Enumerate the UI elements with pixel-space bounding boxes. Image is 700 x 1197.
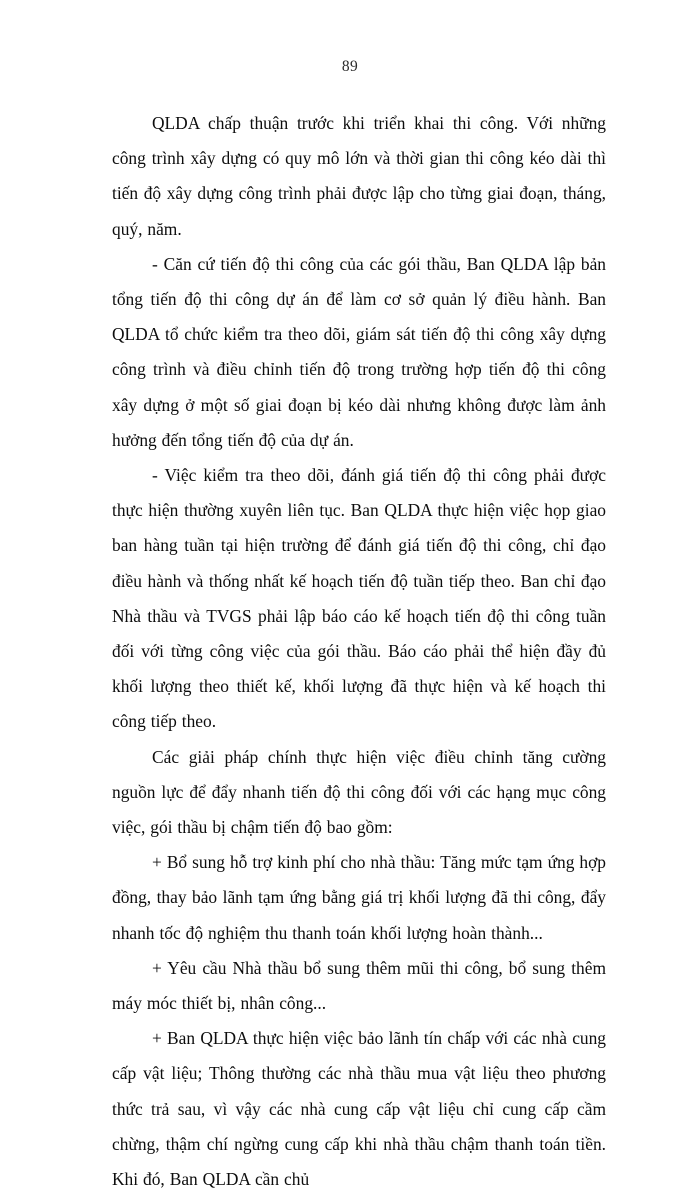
paragraph-7: + Ban QLDA thực hiện việc bảo lãnh tín chấp với các nhà cung cấp vật liệu; Thông thường các nhà thầu mua vật liệu theo phương thức trả sau, vì vậy các nhà cung cấp vật liệu chỉ cung cấp cầm chừng, thậm chí ngừng cung cấp khi nhà thầu chậm thanh toán tiền. Khi đó, Ban QLDA cần chủ bbox=[112, 1028, 606, 1190]
paragraph-6: + Yêu cầu Nhà thầu bổ sung thêm mũi thi công, bổ sung thêm máy móc thiết bị, nhân công... bbox=[112, 957, 606, 1014]
paragraph-5: + Bổ sung hỗ trợ kinh phí cho nhà thầu: Tăng mức tạm ứng hợp đồng, thay bảo lãnh tạm ứng bằng giá trị khối lượng đã thi công, đẩy nhanh tốc độ nghiệm thu thanh toán khối lượng hoàn thành... bbox=[112, 852, 606, 943]
paragraph-3: - Việc kiểm tra theo dõi, đánh giá tiến độ thi công phải được thực hiện thường xuyên liên tục. Ban QLDA thực hiện việc họp giao ban hàng tuần tại hiện trường để đánh giá tiến độ thi công, chỉ đạo điều hành và thống nhất kế hoạch tiến độ tuần tiếp theo. Ban chỉ đạo Nhà thầu và TVGS phải lập báo cáo kế hoạch tiến độ thi công tuần đối với từng công việc của gói thầu. Báo cáo phải thể hiện đầy đủ khối lượng theo thiết kế, khối lượng đã thực hiện và kế hoạch thi công tiếp theo. bbox=[112, 465, 606, 732]
paragraph-2: - Căn cứ tiến độ thi công của các gói thầu, Ban QLDA lập bản tổng tiến độ thi công dự án để làm cơ sở quản lý điều hành. Ban QLDA tổ chức kiểm tra theo dõi, giám sát tiến độ thi công xây dựng công trình và điều chỉnh tiến độ trong trường hợp tiến độ thi công xây dựng ở một số giai đoạn bị kéo dài nhưng không được làm ảnh hưởng đến tổng tiến độ của dự án. bbox=[112, 253, 606, 450]
paragraph-4: Các giải pháp chính thực hiện việc điều chỉnh tăng cường nguồn lực để đẩy nhanh tiến độ thi công đối với các hạng mục công việc, gói thầu bị chậm tiến độ bao gồm: bbox=[112, 746, 606, 838]
page-body-text bbox=[112, 106, 606, 1197]
page-number: 89 bbox=[341, 58, 359, 75]
paragraph-1: QLDA chấp thuận trước khi triển khai thi công. Với những công trình xây dựng có quy mô lớn và thời gian thi công kéo dài thì tiến độ xây dựng công trình phải được lập cho từng giai đoạn, tháng, quý, năm. bbox=[112, 113, 606, 239]
